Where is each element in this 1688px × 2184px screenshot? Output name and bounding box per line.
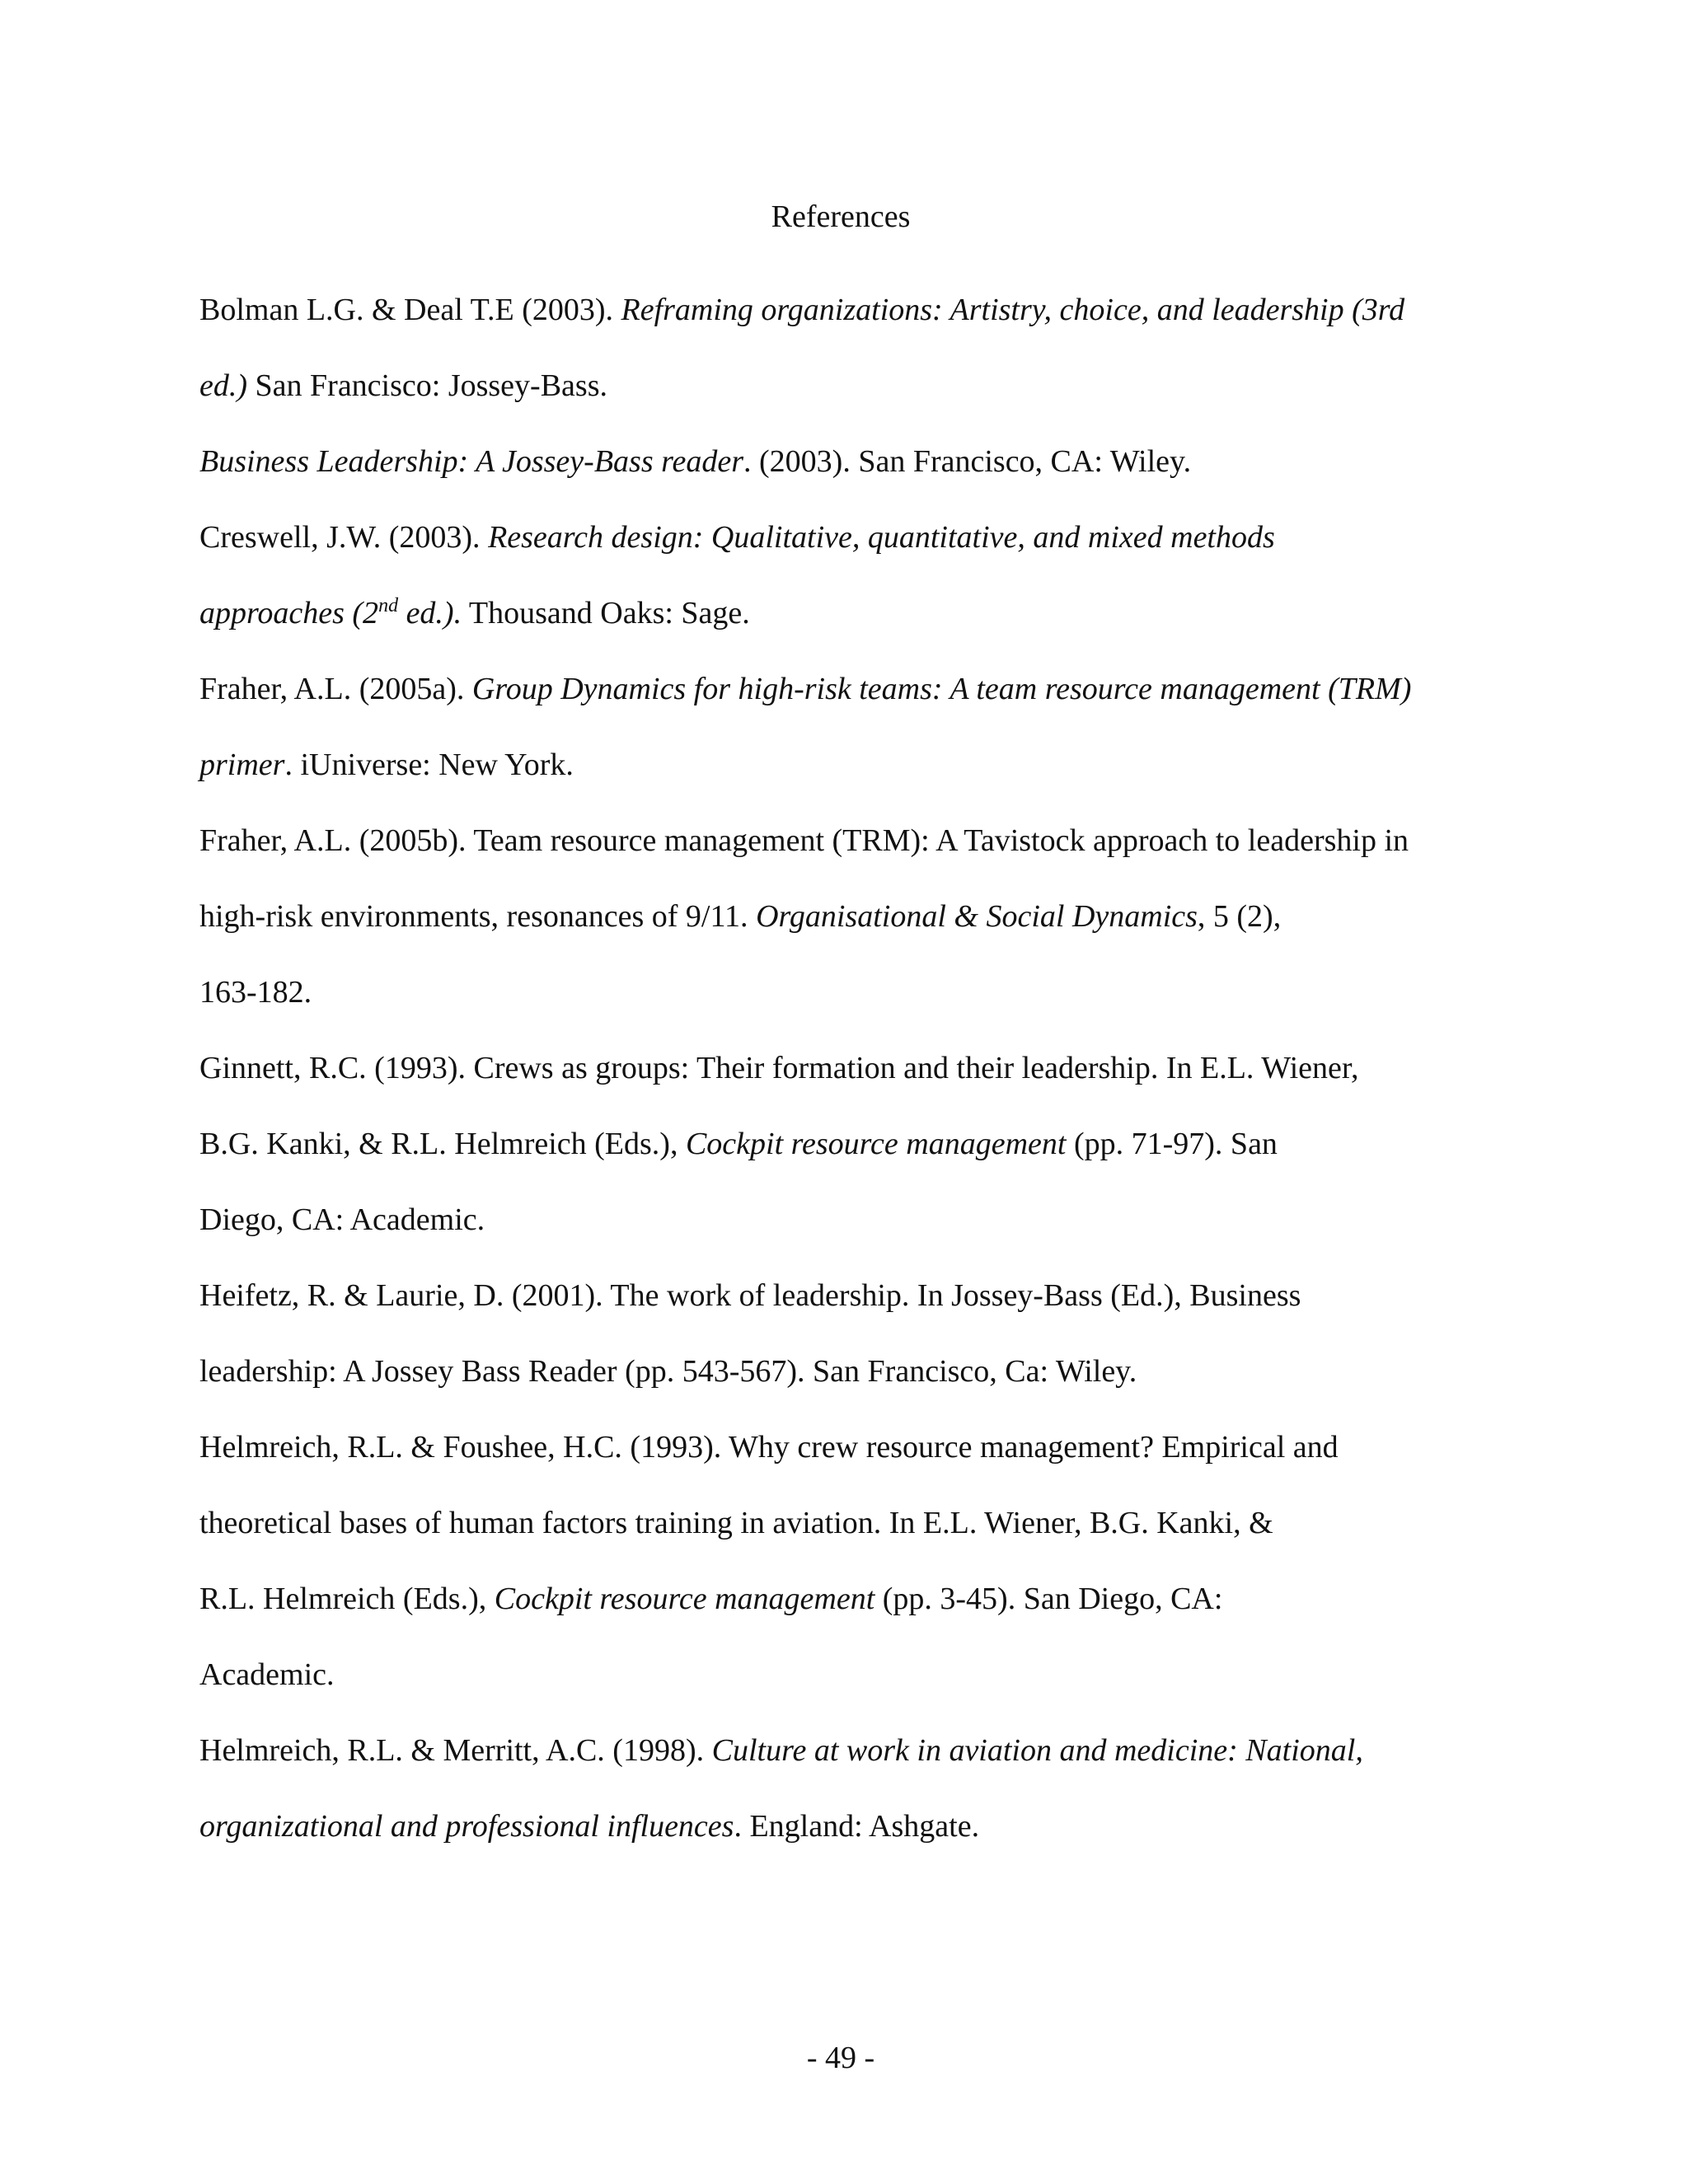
- reference-line: [199, 1333, 1535, 1409]
- reference-entry-business-leadership: [199, 424, 1535, 499]
- reference-text: Thousand Oaks: Sage.: [462, 596, 750, 630]
- reference-text: leadership: A Jossey Bass Reader (pp. 543-567). San Francisco, Ca: Wiley.: [199, 1354, 1137, 1389]
- reference-line: [199, 651, 1535, 727]
- reference-line: [199, 803, 1535, 879]
- reference-title: primer: [199, 748, 285, 782]
- reference-text: , 5 (2),: [1197, 899, 1282, 934]
- reference-line: [199, 1637, 1535, 1713]
- reference-title: Reframing organizations: Artistry, choice, and leadership (3rd: [621, 293, 1405, 327]
- reference-entry-fraher-2005a: [199, 651, 1535, 803]
- reference-text: Heifetz, R. & Laurie, D. (2001). The work of leadership. In Jossey-Bass (Ed.), Business: [199, 1278, 1301, 1313]
- reference-line: [199, 575, 1535, 651]
- reference-line: [199, 1182, 1535, 1258]
- reference-line: [199, 1106, 1535, 1182]
- reference-title: ed.).: [398, 596, 462, 630]
- reference-text: R.L. Helmreich (Eds.),: [199, 1582, 495, 1616]
- reference-line: [199, 424, 1535, 499]
- reference-entry-heifetz: [199, 1258, 1535, 1409]
- reference-text: Helmreich, R.L. & Foushee, H.C. (1993). Why crew resource management? Empirical and: [199, 1430, 1339, 1465]
- reference-title: Cockpit resource management: [494, 1582, 875, 1616]
- reference-list: [199, 272, 1535, 1864]
- reference-title: Culture at work in aviation and medicine: National,: [711, 1733, 1363, 1768]
- reference-title: organizational and professional influences: [199, 1809, 734, 1844]
- ordinal-superscript: nd: [378, 595, 399, 616]
- reference-text: Fraher, A.L. (2005b). Team resource management (TRM): A Tavistock approach to leadership in: [199, 823, 1409, 858]
- page-number: - 49 -: [806, 2041, 875, 2075]
- reference-line: [199, 1409, 1535, 1485]
- reference-entry-creswell: [199, 499, 1535, 651]
- reference-line: [199, 1485, 1535, 1561]
- reference-line: [199, 727, 1535, 803]
- reference-text: . (2003). San Francisco, CA: Wiley.: [743, 444, 1192, 479]
- reference-line: [199, 1713, 1535, 1788]
- reference-entry-bolman: [199, 272, 1535, 424]
- reference-line: [199, 879, 1535, 954]
- reference-line: [199, 272, 1535, 348]
- reference-line: [199, 499, 1535, 575]
- reference-title: approaches (2: [199, 596, 379, 630]
- reference-entry-ginnett: [199, 1030, 1535, 1258]
- reference-text: B.G. Kanki, & R.L. Helmreich (Eds.),: [199, 1127, 686, 1161]
- reference-text: Helmreich, R.L. & Merritt, A.C. (1998).: [199, 1733, 712, 1768]
- reference-text: San Francisco: Jossey-Bass.: [247, 368, 607, 403]
- reference-entry-helmreich-merritt: [199, 1713, 1535, 1864]
- reference-text: Bolman L.G. & Deal T.E (2003).: [199, 293, 621, 327]
- reference-text: Academic.: [199, 1657, 335, 1692]
- reference-text: (pp. 3-45). San Diego, CA:: [874, 1582, 1223, 1616]
- reference-journal: Organisational & Social Dynamics: [756, 899, 1198, 934]
- reference-title: Cockpit resource management: [685, 1127, 1067, 1161]
- reference-text: Ginnett, R.C. (1993). Crews as groups: Their formation and their leadership. In E.L. Wiener,: [199, 1051, 1359, 1085]
- reference-text: (pp. 71-97). San: [1066, 1127, 1278, 1161]
- reference-title: Business Leadership: A Jossey-Bass reader: [199, 444, 744, 479]
- reference-title: Research design: Qualitative, quantitative, and mixed methods: [488, 520, 1275, 555]
- reference-text: 163-182.: [199, 975, 312, 1010]
- reference-line: [199, 1258, 1535, 1333]
- reference-line: [199, 954, 1535, 1030]
- reference-text: Diego, CA: Academic.: [199, 1202, 485, 1237]
- reference-line: [199, 1030, 1535, 1106]
- reference-line: [199, 1788, 1535, 1864]
- reference-line: [199, 348, 1535, 424]
- reference-entry-fraher-2005b: [199, 803, 1535, 1030]
- reference-text: high-risk environments, resonances of 9/11.: [199, 899, 757, 934]
- references-heading: References: [771, 199, 911, 234]
- reference-text: Creswell, J.W. (2003).: [199, 520, 489, 555]
- reference-title: ed.): [199, 368, 248, 403]
- reference-text: . iUniverse: New York.: [284, 748, 574, 782]
- reference-entry-helmreich-foushee: [199, 1409, 1535, 1713]
- reference-title: Group Dynamics for high-risk teams: A team resource management (TRM): [471, 672, 1412, 706]
- reference-text: Fraher, A.L. (2005a).: [199, 672, 472, 706]
- reference-text: theoretical bases of human factors training in aviation. In E.L. Wiener, B.G. Kanki, &: [199, 1506, 1273, 1540]
- reference-text: . England: Ashgate.: [734, 1809, 980, 1844]
- reference-line: [199, 1561, 1535, 1637]
